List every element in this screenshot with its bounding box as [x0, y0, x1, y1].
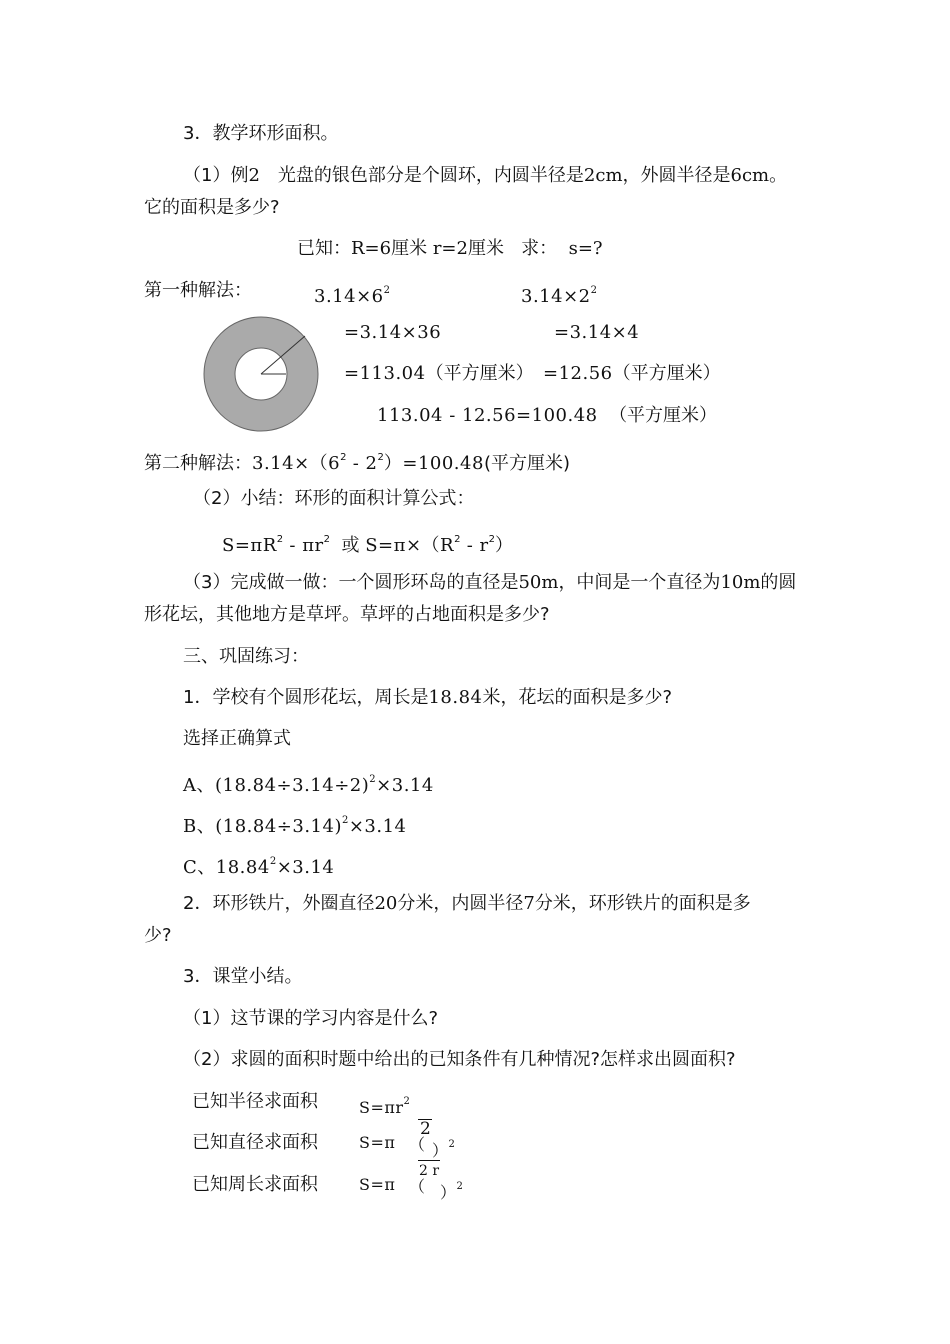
calc-inner-1 [521, 279, 598, 309]
option-text: ×3.14 [348, 816, 407, 837]
numerator-text: 2 r [419, 1163, 440, 1179]
row-diameter-rparen [432, 1133, 455, 1163]
formula-text: S=π [359, 1133, 396, 1152]
superscript: 2 [590, 285, 598, 296]
option-text: B、(18.84÷3.14) [183, 816, 342, 837]
option-b [183, 809, 407, 839]
superscript: 2 [341, 815, 349, 826]
calc-text: 3.14×6 [314, 286, 384, 307]
paren: （ [409, 1135, 426, 1154]
known-line [297, 237, 603, 261]
row-circumference-formula [359, 1173, 395, 1197]
practice-1 [183, 686, 672, 710]
summary-title-text: （2）小结：环形的面积计算公式： [193, 488, 475, 509]
example-line-1 [183, 164, 787, 188]
exercise-value: 10m [720, 572, 761, 593]
calc-text: =113.04 [344, 363, 426, 384]
unit: （平方厘米） [612, 363, 721, 384]
calc-text: - 2 [346, 453, 378, 474]
superscript: 2 [377, 452, 384, 463]
summary-title [193, 487, 474, 511]
example-text: ，外圆半径是 [622, 165, 731, 186]
practice-text: 2．环形铁片，外圈直径 [183, 893, 375, 914]
known-label: 已知： [297, 238, 351, 259]
method-2-line [144, 446, 570, 476]
ring-diagram [202, 315, 320, 433]
practice-2-line-2 [144, 924, 172, 948]
calc-text: 3.14×2 [521, 286, 591, 307]
unit: （平方厘米） [425, 363, 534, 384]
example-text: 光盘的银色部分是个圆环，内圆半径是 [259, 165, 584, 186]
calc-inner-3 [543, 362, 721, 386]
superscript: 2 [276, 534, 284, 545]
practice-value: 7 [523, 893, 535, 914]
fraction-bar [418, 1160, 440, 1161]
formula-text: S=π [359, 1175, 396, 1194]
calc-text: 3.14×（6 [252, 453, 341, 474]
section-title [183, 122, 338, 146]
example-text: 。 [769, 165, 788, 186]
exercise-text: ，中间是一个直径为 [558, 572, 721, 593]
unit: 厘米 [391, 238, 428, 259]
practice-text: 分米，环形铁片的面积是多 [534, 893, 751, 914]
choose-label [183, 727, 291, 751]
row-label: 已知半径求面积 [192, 1091, 318, 1112]
superscript: 2 [454, 534, 461, 545]
superscript: 2 [456, 1181, 464, 1192]
formula-or: 或 [341, 535, 360, 556]
practice-text: 少? [144, 925, 172, 946]
practice-value: 18.84 [428, 687, 483, 708]
method-1-label-text: 第一种解法： [144, 280, 252, 301]
superscript: 2 [269, 856, 277, 867]
unit: (平方厘米) [483, 453, 570, 474]
superscript: 2 [383, 285, 391, 296]
exercise-text: 形花坛，其他地方是草坪。草坪的占地面积是多少? [144, 604, 550, 625]
paren: ） [440, 1183, 457, 1202]
paren: ） [432, 1141, 449, 1160]
row-diameter-label [192, 1131, 318, 1155]
exercise-text: 的圆 [760, 572, 797, 593]
example-label: （1）例 [183, 165, 249, 186]
outer-radius: 6cm [730, 165, 770, 186]
unit: （平方厘米） [609, 405, 718, 426]
row-circumference-rparen [440, 1175, 463, 1205]
fraction-numerator [420, 1120, 431, 1138]
example-line-2 [144, 196, 280, 220]
superscript: 2 [403, 1096, 411, 1107]
ask-value: s=? [568, 238, 603, 259]
paren: （ [409, 1177, 426, 1196]
calc-outer-2 [344, 321, 441, 345]
section-title-text: 3．教学环形面积。 [183, 123, 339, 144]
option-text: ×3.14 [376, 775, 434, 796]
superscript: 2 [369, 774, 377, 785]
superscript: 2 [448, 1139, 456, 1150]
method-2-label: 第二种解法： [144, 453, 252, 474]
calc-text: ）=100.48 [383, 453, 484, 474]
question-2 [183, 1048, 736, 1072]
known-R: R=6 [351, 238, 392, 259]
exercise-3-line-2 [144, 603, 550, 627]
exercise-3-line-1 [183, 571, 796, 595]
row-circumference-label [192, 1173, 318, 1197]
practice-2-line-1 [183, 892, 751, 916]
ask-label: 求： [521, 238, 558, 259]
example-number: 2 [248, 165, 260, 186]
unit: 厘米 [467, 238, 504, 259]
practice-text: 分米，内圆半径 [397, 893, 524, 914]
calc-text: =3.14×4 [554, 322, 640, 343]
row-label: 已知直径求面积 [192, 1132, 318, 1153]
practice-text: 1．学校有个圆形花坛，周长是 [183, 687, 429, 708]
superscript: 2 [323, 534, 331, 545]
practice-text: 米，花坛的面积是多少? [482, 687, 673, 708]
option-text: A、(18.84÷3.14÷2) [183, 775, 370, 796]
known-r: r=2 [432, 238, 468, 259]
row-radius-formula [359, 1090, 410, 1120]
calc-text: =3.14×36 [344, 322, 442, 343]
row-radius-label [192, 1090, 318, 1114]
calc-outer-3 [344, 362, 534, 386]
practice-title [183, 645, 309, 669]
class-summary-title-text: 3．课堂小结。 [183, 966, 303, 987]
formula-text: - r [460, 535, 489, 556]
row-label: 已知周长求面积 [192, 1174, 318, 1195]
example-question: 它的面积是多少? [144, 197, 280, 218]
superscript: 2 [488, 534, 495, 545]
exercise-text: （3）完成做一做：一个圆形环岛的直径是 [183, 572, 519, 593]
option-text: ×3.14 [276, 857, 335, 878]
method-1-label [144, 279, 252, 303]
calc-outer-1 [314, 279, 391, 309]
choose-text: 选择正确算式 [183, 728, 291, 749]
calc-difference [377, 404, 717, 428]
numerator-text: 2 [420, 1119, 431, 1139]
fraction-numerator [419, 1162, 439, 1180]
option-c [183, 850, 334, 880]
formula-text: S=π×（R [365, 535, 455, 556]
row-diameter-formula [359, 1131, 395, 1155]
class-summary-title [183, 965, 302, 989]
question-text: （1）这节课的学习内容是什么? [183, 1008, 439, 1029]
inner-radius: 2cm [583, 165, 623, 186]
practice-value: 20 [374, 893, 398, 914]
formula-text: S=πr [359, 1098, 404, 1117]
calc-text: =12.56 [543, 363, 613, 384]
calc-text: 113.04 - 12.56=100.48 [377, 405, 598, 426]
superscript: 2 [340, 452, 347, 463]
formula-text: - πr [283, 535, 324, 556]
formula-line [222, 528, 513, 558]
formula-text: ） [494, 535, 514, 556]
formula-text: S=πR [222, 535, 277, 556]
question-text: （2）求圆的面积时题中给出的已知条件有几种情况?怎样求出圆面积? [183, 1049, 736, 1070]
option-a [183, 768, 434, 798]
calc-inner-2 [554, 321, 639, 345]
question-1 [183, 1007, 438, 1031]
option-text: C、18.84 [183, 857, 270, 878]
exercise-value: 50m [518, 572, 559, 593]
practice-title-text: 三、巩固练习： [183, 646, 309, 667]
